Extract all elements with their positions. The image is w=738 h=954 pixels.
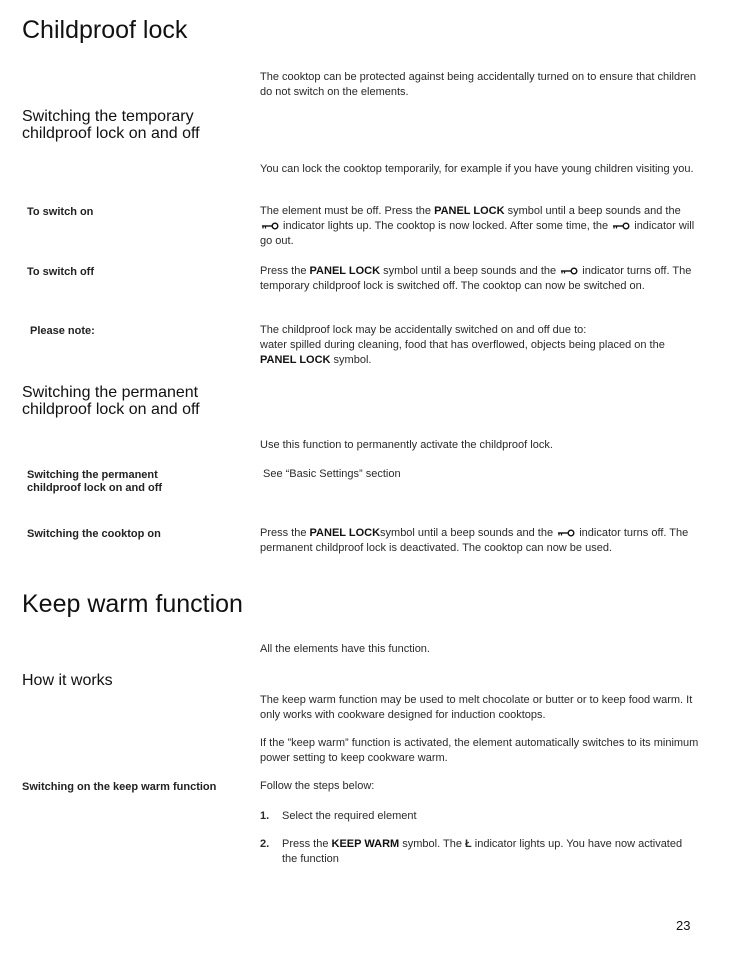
basic-settings-reference: See “Basic Settings” section [263, 468, 401, 480]
page-title-childproof-lock: Childproof lock [22, 16, 188, 44]
text-span: Press the [260, 527, 310, 539]
heading-temporary-lock: Switching the temporary childproof lock on and off [22, 108, 200, 142]
label-switching-keep-warm: Switching on the keep warm function [22, 781, 217, 793]
follow-steps: Follow the steps below: [260, 780, 375, 792]
permanent-lock-intro: Use this function to permanently activate the childproof lock. [260, 439, 553, 451]
text-span: water spilled during cleaning, food that has overflowed, objects being placed on the [260, 339, 665, 351]
please-note-text [260, 323, 700, 368]
text-span: symbol. [330, 354, 372, 366]
keep-warm-term: KEEP WARM [331, 838, 400, 850]
switch-on-text [260, 204, 700, 249]
keep-warm-intro: All the elements have this function. [260, 643, 430, 655]
panel-lock-term: PANEL LOCK [309, 527, 381, 539]
text-span: symbol. The [399, 838, 465, 850]
page-title-keep-warm: Keep warm function [22, 590, 243, 618]
note-line [260, 338, 700, 368]
temporary-lock-intro: You can lock the cooktop temporarily, for example if you have young children visiting you. [260, 163, 694, 175]
key-icon [261, 222, 279, 230]
heading-permanent-lock: Switching the permanent childproof lock on and off [22, 384, 200, 418]
step-number: 1. [260, 810, 270, 822]
cooktop-on-text [260, 526, 700, 556]
step-text [282, 837, 700, 867]
step-2 [260, 837, 700, 867]
text-span: symbol until a beep sounds and the [380, 265, 560, 277]
text-span: indicator lights up. The cooktop is now locked. After some time, the [280, 220, 612, 232]
heading-how-it-works: How it works [22, 672, 113, 689]
text-span: Press the [260, 265, 310, 277]
childproof-intro: The cooktop can be protected against being accidentally turned on to ensure that children do not switch on the elements. [260, 71, 697, 98]
text-span: indicator lights up. You have now activated the function [282, 838, 683, 865]
text-span: Press the [282, 838, 332, 850]
panel-lock-term: PANEL LOCK [309, 265, 381, 277]
key-icon [612, 222, 630, 230]
key-icon [560, 267, 578, 275]
panel-lock-term: PANEL LOCK [260, 354, 331, 366]
how-it-works-p1: The keep warm function may be used to melt chocolate or butter or to keep food warm. It only works with cookware designed for induction cooktops. [260, 694, 693, 721]
label-switching-permanent-lock: Switching the permanent childproof lock on and off [27, 469, 163, 494]
label-please-note: Please note: [30, 325, 95, 337]
step-text: Select the required element [282, 810, 417, 822]
keep-warm-icon: Ł [465, 838, 472, 850]
text-span: indicator turns off. The permanent childproof lock is deactivated. The cooktop can now be used. [260, 527, 689, 554]
label-to-switch-on: To switch on [27, 206, 94, 218]
key-icon [557, 529, 575, 537]
step-number: 2. [260, 838, 270, 850]
text-span: The element must be off. Press the [260, 205, 435, 217]
label-to-switch-off: To switch off [27, 266, 95, 278]
how-it-works-p2: If the ”keep warm” function is activated, the element automatically switches to its minimum power setting to keep cookware warm. [260, 737, 699, 764]
note-line: The childproof lock may be accidentally switched on and off due to: [260, 324, 587, 336]
step-1 [260, 809, 700, 824]
text-span: symbol until a beep sounds and the [504, 205, 681, 217]
text-span: symbol until a beep sounds and the [380, 527, 557, 539]
page-number: 23 [676, 918, 691, 933]
panel-lock-term: PANEL LOCK [434, 205, 505, 217]
switch-off-text [260, 264, 700, 294]
text-span: indicator turns off. The temporary childproof lock is switched off. The cooktop can now be switched on. [260, 265, 692, 292]
text-span: indicator will go out. [260, 220, 695, 247]
label-switching-cooktop-on: Switching the cooktop on [27, 528, 161, 540]
